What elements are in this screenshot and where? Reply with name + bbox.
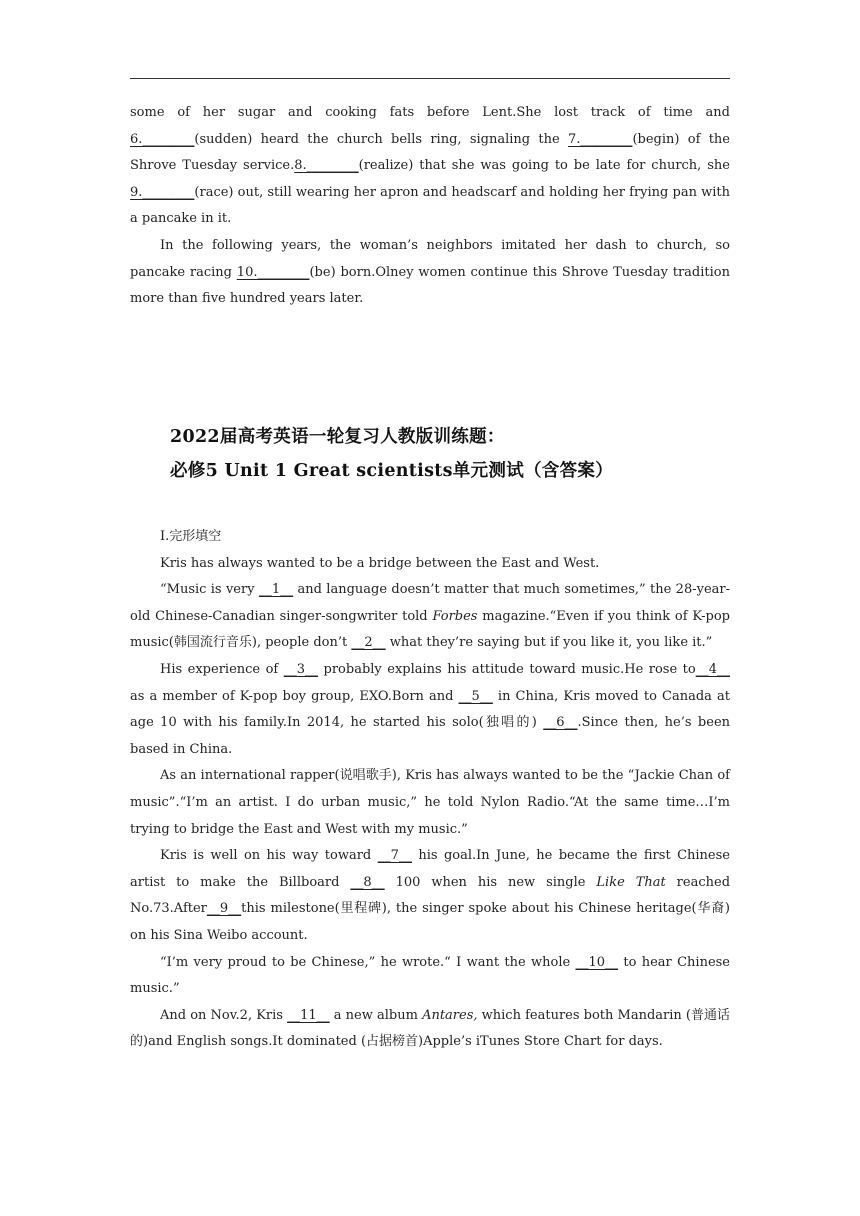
page-title-line-2: 必修5 Unit 1 Great scientists单元测试（含答案）	[170, 461, 613, 481]
text: (realize) that she was going to be late for church, she	[358, 158, 730, 174]
blank-8[interactable]: 8.________	[294, 158, 359, 174]
blank-6[interactable]: 6.________	[130, 131, 195, 147]
blank-7[interactable]: __7__	[377, 848, 412, 864]
cloze-paragraph-5	[130, 843, 730, 949]
italic-text: Like That	[596, 874, 666, 890]
blank-7[interactable]: 7.________	[568, 131, 633, 147]
top-paragraph-2	[130, 233, 730, 313]
blank-10[interactable]: __10__	[575, 954, 619, 970]
text: (race) out, still wearing her apron and headscarf and holding her frying pan with a pancake in it.	[130, 184, 730, 227]
section-title: Ⅰ.完形填空	[160, 529, 222, 544]
text: magazine.“Even if you think of K-pop music(韩国流行音乐), people don’t	[130, 608, 730, 651]
text: to hear Chinese music.”	[130, 954, 730, 997]
text: His experience of	[160, 661, 284, 677]
text: Kris is well on his way toward	[160, 848, 378, 864]
text: (sudden) heard the church bells ring, signaling the	[194, 131, 569, 147]
text: (begin) of the Shrove Tuesday service.	[130, 131, 730, 174]
text: And on Nov.2, Kris	[160, 1007, 288, 1023]
text: “I’m very proud to be Chinese,” he wrote.“ I want the whole	[160, 954, 576, 970]
text: as a member of K-pop boy group, EXO.Born and	[130, 688, 459, 704]
italic-text: Antares,	[422, 1007, 478, 1023]
blank-2[interactable]: __2__	[351, 635, 386, 651]
text: his goal.In June, he became the first Chinese artist to make the Billboard	[130, 848, 730, 890]
text: (be) born.Olney women continue this Shrove Tuesday tradition more than five hundred years later.	[130, 264, 730, 307]
blank-3[interactable]: __3__	[283, 661, 319, 677]
top-paragraph-1	[130, 100, 730, 233]
cloze-paragraph-1: Kris has always wanted to be a bridge between the East and West.	[160, 555, 600, 571]
text: probably explains his attitude toward music.He rose to	[318, 661, 696, 677]
cloze-paragraph-7	[130, 1003, 730, 1056]
text: a new album	[329, 1007, 423, 1023]
header-rule	[130, 78, 730, 79]
top-passage	[130, 100, 730, 313]
text: reached No.73.After	[130, 874, 731, 917]
page-title-line-1: 2022届高考英语一轮复习人教版训练题：	[170, 427, 505, 447]
blank-11[interactable]: __11__	[287, 1007, 330, 1023]
text: this milestone(里程碑), the singer spoke about his Chinese heritage(华裔) on his Sina Weibo account.	[130, 901, 730, 943]
text: in China, Kris moved to Canada at age 10 with his family.In 2014, he started his solo(独唱的)	[130, 688, 730, 731]
blank-6[interactable]: __6__	[543, 715, 578, 731]
blank-5[interactable]: __5__	[458, 688, 493, 704]
text: what they’re saying but if you like it, you like it.”	[385, 635, 713, 651]
blank-8[interactable]: __8__	[350, 874, 385, 890]
text: In the following years, the woman’s neighbors imitated her dash to church, so pancake racing	[130, 237, 730, 280]
cloze-paragraph-6	[130, 950, 730, 1003]
blank-1[interactable]: __1__	[258, 582, 294, 598]
text: “Music is very	[160, 582, 259, 598]
blank-10[interactable]: 10.________	[236, 264, 310, 280]
text: 100 when his new single	[384, 874, 597, 890]
cloze-paragraph-3	[130, 657, 730, 763]
text: and language doesn’t matter that much sometimes,” the 28-year-old Chinese-Canadian singer-songwriter told	[130, 582, 731, 624]
cloze-paragraph-4: As an international rapper(说唱歌手), Kris has always wanted to be the “Jackie Chan of music”.“I’m an artist. I do urban music,” he told Nylon Radio.“At the same time…I’m trying to bridge the East and West with my music.”	[130, 768, 730, 837]
italic-text: Forbes	[432, 608, 478, 624]
text: .Since then, he’s been based in China.	[130, 715, 731, 757]
text: which features both Mandarin (普通话的)and English songs.It dominated (占据榜首)Apple’s iTunes Store Chart for days.	[130, 1007, 730, 1050]
blank-9[interactable]: 9.________	[130, 184, 195, 200]
cloze-paragraph-2	[130, 577, 730, 657]
text: some of her sugar and cooking fats before Lent.She lost track of time and	[130, 105, 730, 120]
blank-4[interactable]: __4__	[695, 661, 730, 677]
cloze-section	[130, 524, 730, 1056]
blank-9[interactable]: __9__	[206, 901, 242, 917]
